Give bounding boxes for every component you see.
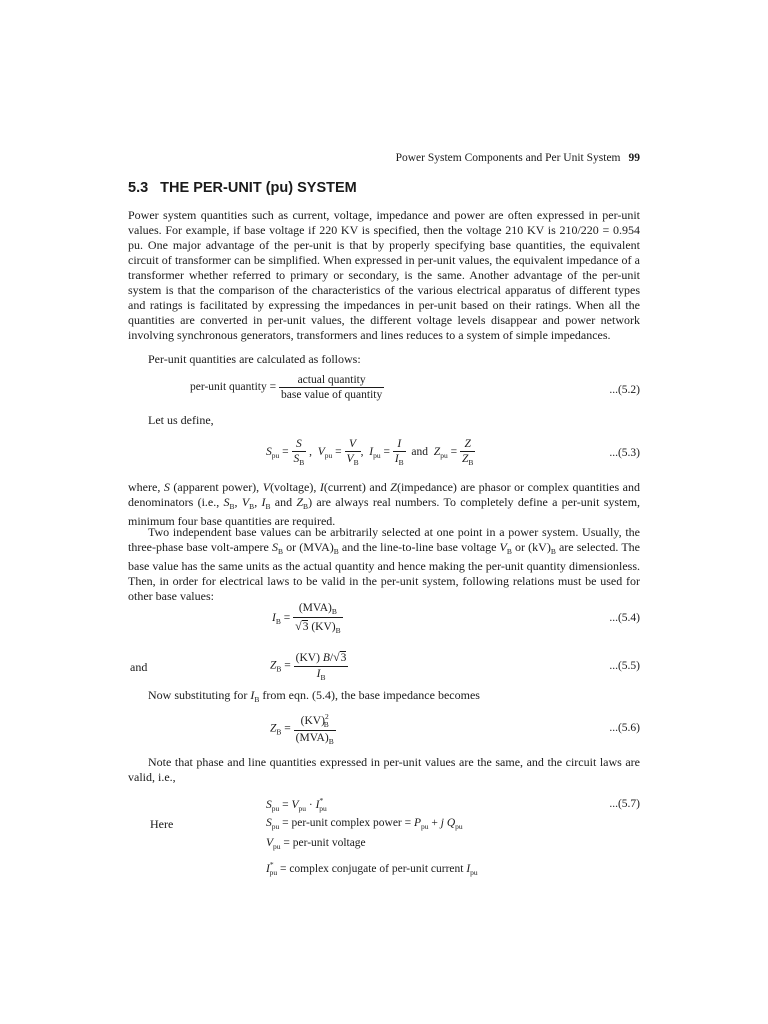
equation-5-7: $S_{pu} = V_{pu} \cdot I^*_{pu}$ xyxy=(266,796,327,813)
eq52-numerator: actual quantity xyxy=(279,374,384,388)
equation-5-6: $Z_B$ = $\frac{(KV)^2_B}{(MVA)_B}$ xyxy=(270,712,334,746)
section-title: THE PER-UNIT (pu) SYSTEM xyxy=(160,180,357,196)
page-number: 99 xyxy=(628,152,640,164)
note-text: Note that phase and line quantities expressed in per-unit values are the same, and the circuit laws are valid, i.e., xyxy=(128,755,640,784)
here-label: Here xyxy=(150,817,174,831)
definition-vpu-text: = per-unit voltage xyxy=(283,837,366,849)
equation-label-5-2: ...(5.2) xyxy=(609,384,640,396)
paragraph-intro: Power system quantities such as current, voltage, impedance and power are often expressed in per-unit values. For example, if base voltage if 220 KV is specified, then the voltage 210 KV is 210/220 = 0.954 pu. One major advantage of the per-unit is that by properly specifying base quantities, the equivalent circuit of transformer can be simplified. When expressed in per-unit values, the equivalent impedance of a transformer whether referred to primary or secondary, is the same. Another advantage of the per-unit system is that the comparison of the characteristics of the various electrical apparatus of different types and ratings is facilitated by expressing the impedances in per-unit based on their ratings. When all the quantities are converted in per-unit values, the different voltage levels disappear and power network involving synchronous generators, transformers and lines reduces to a system of simple impedances. xyxy=(128,208,640,342)
eq52-fraction xyxy=(279,374,384,401)
equation-5-5: $Z_B$ = $\frac{(KV) B/√3}{I_B}$ xyxy=(270,650,347,682)
running-title: Power System Components and Per Unit System xyxy=(395,152,621,164)
equation-label-5-7: ...(5.7) xyxy=(609,798,640,810)
let-us-define: Let us define, xyxy=(148,413,214,427)
paragraph-where: where, S (apparent power), V(voltage), I(current) and Z(impedance) are phasor or complex quantities and denominators (i.e., $S_B$, $V_B$, $I_B$ and $Z_B$) are always real numbers. To completely define a per-unit system, minimum four base quantities are required. xyxy=(128,480,641,528)
equation-5-3: $S_{pu}$ = $\frac{S}{S_B}$ , $V_{pu}$ = $\frac{V}{V_B}$ , $I_{pu}$ = $\frac{I}{I_B}$ and $Z_{pu}$ = $\frac{Z}{Z_B}$ xyxy=(266,438,474,467)
equation-label-5-4: ...(5.4) xyxy=(609,612,640,624)
eq52-denominator: base value of quantity xyxy=(280,389,383,401)
definition-vpu: $V_{pu}$ = per-unit voltage xyxy=(266,837,366,851)
paragraph-calc-intro: Per-unit quantities are calculated as follows: xyxy=(148,352,361,366)
and-label: and xyxy=(130,660,148,674)
definition-ipu-text: = complex conjugate of per-unit current xyxy=(279,863,467,875)
running-header xyxy=(396,152,640,164)
paragraph-note xyxy=(128,755,640,785)
equation-5-4: $I_B$ = $\frac{(MVA)_B}{√3 (KV)_B}$ xyxy=(272,602,341,635)
section-number: 5.3 xyxy=(128,180,149,196)
equation-label-5-6: ...(5.6) xyxy=(609,722,640,734)
equation-label-5-3: ...(5.3) xyxy=(609,447,640,459)
definition-ipu: $I^*_{pu}$ = complex conjugate of per-unit current $I_{pu}$ xyxy=(266,860,478,877)
definition-spu: $S_{pu}$ = per-unit complex power = $P_{pu} + j$ $Q_{pu}$ xyxy=(266,817,463,831)
paragraph-base-values: Two independent base values can be arbitrarily selected at one point in a power system. Usually, the three-phase base volt-ampere $S_B$ or $(MVA)_B$ and the line-to-line base voltage $V_B$ or $(kV)_B$ are selected. The base value has the same units as the actual quantity and hence making the per-unit quantity dimensionless. Then, in order for electrical laws to be valid in the per-unit system, following relations must be used for other base values: xyxy=(128,525,640,603)
definition-spu-text: = per-unit complex power = xyxy=(282,817,414,829)
paragraph-substituting: Now substituting for $I_B$ from eqn. (5.4), the base impedance becomes xyxy=(148,688,480,704)
equation-label-5-5: ...(5.5) xyxy=(609,660,640,672)
equation-5-2 xyxy=(190,374,384,401)
section-heading xyxy=(128,180,357,196)
eq52-lhs: per-unit quantity = xyxy=(190,381,277,394)
